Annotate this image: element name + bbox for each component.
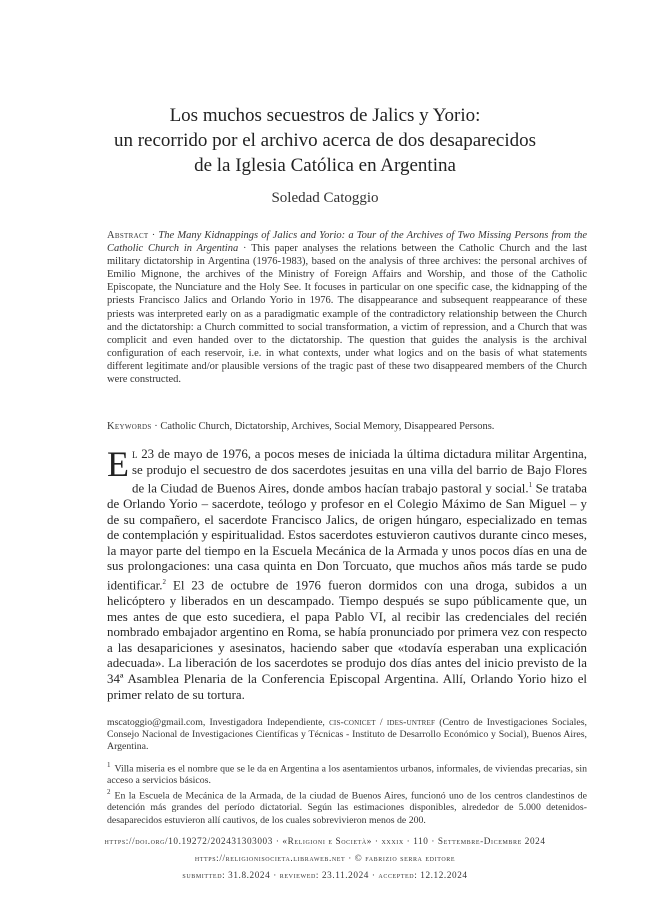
footnote-1-number: 1: [107, 761, 111, 769]
body-text-part-1: 23 de mayo de 1976, a pocos meses de iniciada la última dictadura militar Argentina, se produjo el secuestro de dos sacerdotes jesuitas en una villa del barrio de Bajo Flores de la Ciudad de Buenos Aires, donde ambos hacían trabajo pastoral y social.: [132, 447, 587, 496]
affiliation-org-1: cis-conicet: [329, 717, 376, 728]
title-line-3: de la Iglesia Católica en Argentina: [194, 155, 456, 176]
footnote-ref-1[interactable]: 1: [528, 481, 533, 490]
footer-doi-line[interactable]: https://doi.org/10.19272/202431303003 · «Religioni e Società» · xxxix · 110 · Settembre-Dicembre 2024: [104, 836, 546, 846]
drop-cap: E: [107, 444, 129, 484]
keywords-text: · Catholic Church, Dictatorship, Archives, Social Memory, Disappeared Persons.: [151, 421, 495, 432]
author-affiliation: [107, 717, 587, 754]
body-text-part-2: Se trataba de Orlando Yorio – sacerdote, teólogo y profesor en el Colegio Máximo de San Miguel – y de su compañero, el sacerdote Francisco Jalics, de origen húngaro, especializado en temas de contemplación y espiritualidad. Estos sacerdotes estuvieron cautivos durante cinco meses, la mayor parte del tiempo en la Escuela Mecánica de la Armada y unos pocos días en una de sus prolongaciones: una casa quinta en Don Torcuato, que muchos años más tarde se pudo identificar.: [107, 481, 587, 593]
footnote-2-number: 2: [107, 788, 111, 796]
footer-website-line[interactable]: https://religionisocieta.libraweb.net · © fabrizio serra editore: [194, 853, 456, 863]
footnote-1-text: Villa miseria es el nombre que se le da en Argentina a los asentamientos urbanos, informales, de viviendas precarias, sin acceso a servicios básicos.: [107, 763, 587, 787]
body-paragraph: [107, 444, 587, 703]
title-line-1: Los muchos secuestros de Jalics y Yorio:: [169, 105, 481, 126]
abstract-english-title: The Many Kidnappings of Jalics and Yorio: a Tour of the Archives of Two Missing Persons from the Catholic Church in Argentina: [107, 230, 587, 255]
abstract-separator: ·: [148, 230, 159, 241]
footnote-1: [107, 759, 587, 788]
article-title: [60, 103, 590, 178]
affiliation-text-2: /: [375, 717, 387, 728]
footnote-2: [107, 786, 587, 827]
first-word-rest: l: [132, 447, 138, 461]
abstract-block: [107, 229, 587, 386]
abstract-text: · This paper analyses the relations between the Catholic Church and the last military dictatorship in Argentina (1976-1983), based on the analysis of three archives: the personal archives of Emilio Mignone, the archives of the Ministry of Foreign Affairs and Worship, and those of the Catholic Episcopate, the Nunciature and the Holy See. It focuses in particular on one specific case, the kidnapping of the priests Francisco Jalics and Orlando Yorio in 1976. The disappearance and subsequent reappearance of these priests was interpreted early on as a paradigmatic example of the contradictory relationship between the Church and the dictatorship: a Church committed to social transformation, a victim of repression, and a Church that was complicit and even handed over to the dictatorship. The question that guides the analysis is the archival configuration of each reservoir, i.e. in what contexts, under what logics and on the basis of what statements different legitimate and/or plausible versions of the tragic past of these two disappeared members of the Church were constructed.: [107, 243, 588, 386]
footnote-2-text: En la Escuela de Mecánica de la Armada, de la ciudad de Buenos Aires, funcionó uno de los centros clandestinos de detención más grandes del período dictatorial. Según las estimaciones disponibles, alrededor de 5.000 detenidos-desaparecidos estuvieron allí cautivos, de los cuales sobrevivieron menos de 200.: [107, 790, 587, 826]
title-line-2: un recorrido por el archivo acerca de dos desaparecidos: [113, 130, 537, 151]
footnote-ref-2[interactable]: 2: [162, 578, 166, 587]
affiliation-text-3: (Centro de Investigaciones Sociales, Consejo Nacional de Investigaciones Científicas y Técnicas - Instituto de Desarrollo Económico y Social), Buenos Aires, Argentina.: [107, 717, 587, 753]
keywords-block: [107, 420, 587, 433]
keywords-label: Keywords: [107, 421, 152, 432]
body-text-part-3: El 23 de octubre de 1976 fueron dormidos con una droga, subidos a un helicóptero y liberados en un descampado. Tiempo después se supo públicamente que, un mes antes de que esto sucediera, el papa Pablo VI, al recibir las credenciales del recién nombrado embajador argentino en Roma, se había pronunciado por primera vez con respecto a las desapariciones y asesinatos, haciendo saber que «todavía esperaban una explicación adecuada». La liberación de los sacerdotes se produjo dos días antes del inicio previsto de la 34ª Asamblea Plenaria de la Conferencia Episcopal Argentina. Allí, Orlando Yorio hizo el primer relato de su tortura.: [107, 578, 587, 702]
abstract-label: Abstract: [107, 230, 149, 241]
footer-dates-line: submitted: 31.8.2024 · reviewed: 23.11.2024 · accepted: 12.12.2024: [182, 870, 468, 880]
author-email[interactable]: mscatoggio@gmail.com: [107, 717, 203, 728]
affiliation-text-1: , Investigadora Independiente,: [202, 717, 330, 728]
affiliation-org-2: ides-untref: [386, 717, 436, 728]
author-name: Soledad Catoggio: [271, 190, 379, 206]
